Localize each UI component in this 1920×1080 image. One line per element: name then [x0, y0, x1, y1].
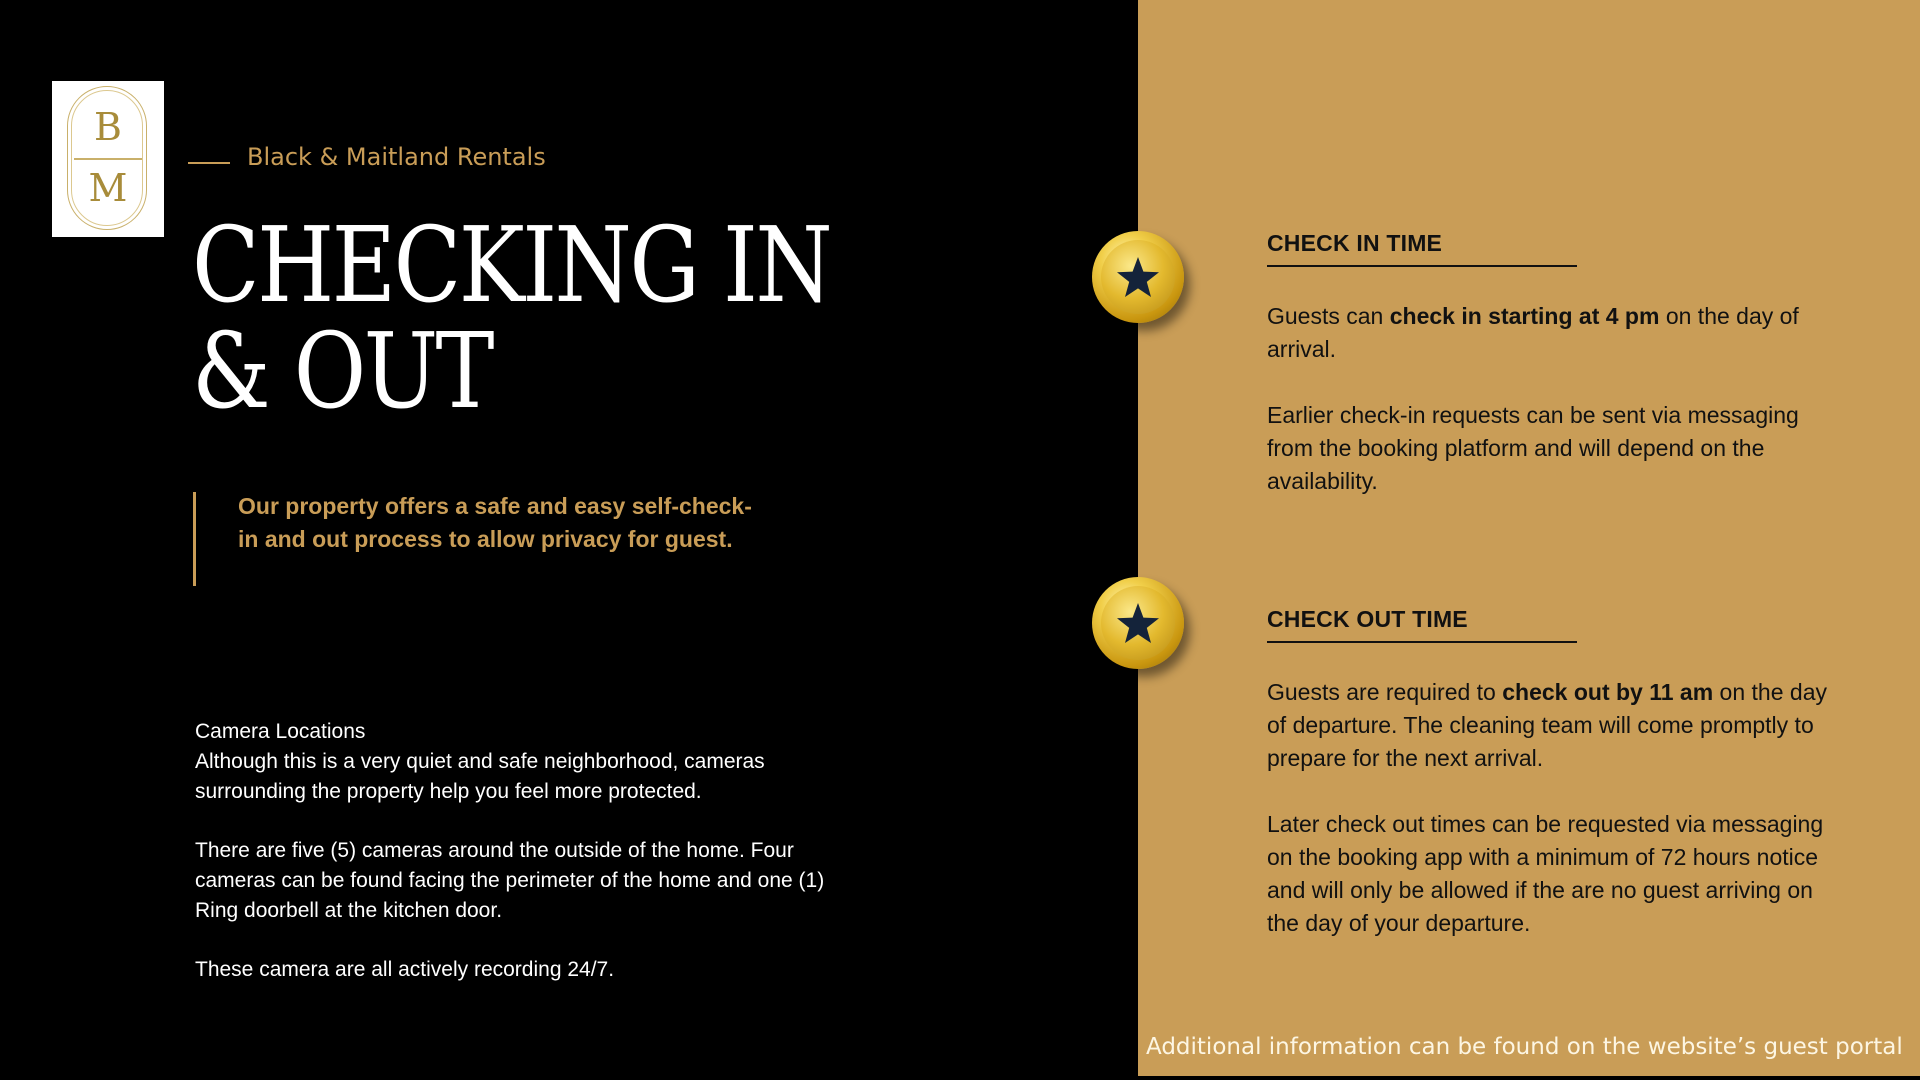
footer-note: Additional information can be found on the website’s guest portal — [1146, 1034, 1903, 1060]
check-out-paragraph-2: Later check out times can be requested via messaging on the booking app with a minimum of 72 hours notice and will only be allowed if the are no guest arriving on the day of your departure. — [1267, 811, 1824, 936]
intro-quote: Our property offers a safe and easy self-check-in and out process to allow privacy for guest. — [238, 493, 752, 552]
check-in-section — [1267, 230, 1827, 498]
camera-paragraph-2: There are five (5) cameras around the outside of the home. Four cameras can be found facing the perimeter of the home and one (1) Ring doorbell at the kitchen door. — [195, 839, 825, 922]
brand-name: Black & Maitland Rentals — [247, 143, 546, 171]
check-in-paragraph-1: Guests can check in starting at 4 pm on the day of arrival. — [1267, 303, 1799, 362]
page-title: CHECKING IN & OUT — [192, 204, 831, 432]
brand-logo — [52, 81, 164, 237]
star-medal-icon — [1092, 231, 1184, 323]
check-out-paragraph-1: Guests are required to check out by 11 am on the day of departure. The cleaning team will come promptly to prepare for the next arrival. — [1267, 679, 1827, 771]
star-icon — [1092, 577, 1184, 669]
camera-heading: Camera Locations — [195, 720, 366, 743]
logo-letter-b: B — [94, 105, 122, 149]
brand-accent-line — [188, 162, 230, 164]
logo-divider — [74, 158, 142, 160]
logo-letter-m: M — [88, 166, 128, 210]
check-in-underline — [1267, 265, 1577, 267]
camera-section — [195, 717, 835, 985]
quote-bar — [193, 492, 196, 586]
star-icon — [1092, 231, 1184, 323]
star-medal-icon — [1092, 577, 1184, 669]
check-out-heading: CHECK OUT TIME — [1267, 606, 1468, 632]
check-in-paragraph-2: Earlier check-in requests can be sent via messaging from the booking platform and will depend on the availability. — [1267, 402, 1799, 494]
check-out-section — [1267, 606, 1827, 940]
check-in-heading: CHECK IN TIME — [1267, 230, 1443, 256]
camera-paragraph-3: These camera are all actively recording 24/7. — [195, 958, 615, 981]
check-out-underline — [1267, 641, 1577, 643]
camera-paragraph-1: Although this is a very quiet and safe neighborhood, cameras surrounding the property help you feel more protected. — [195, 750, 765, 803]
